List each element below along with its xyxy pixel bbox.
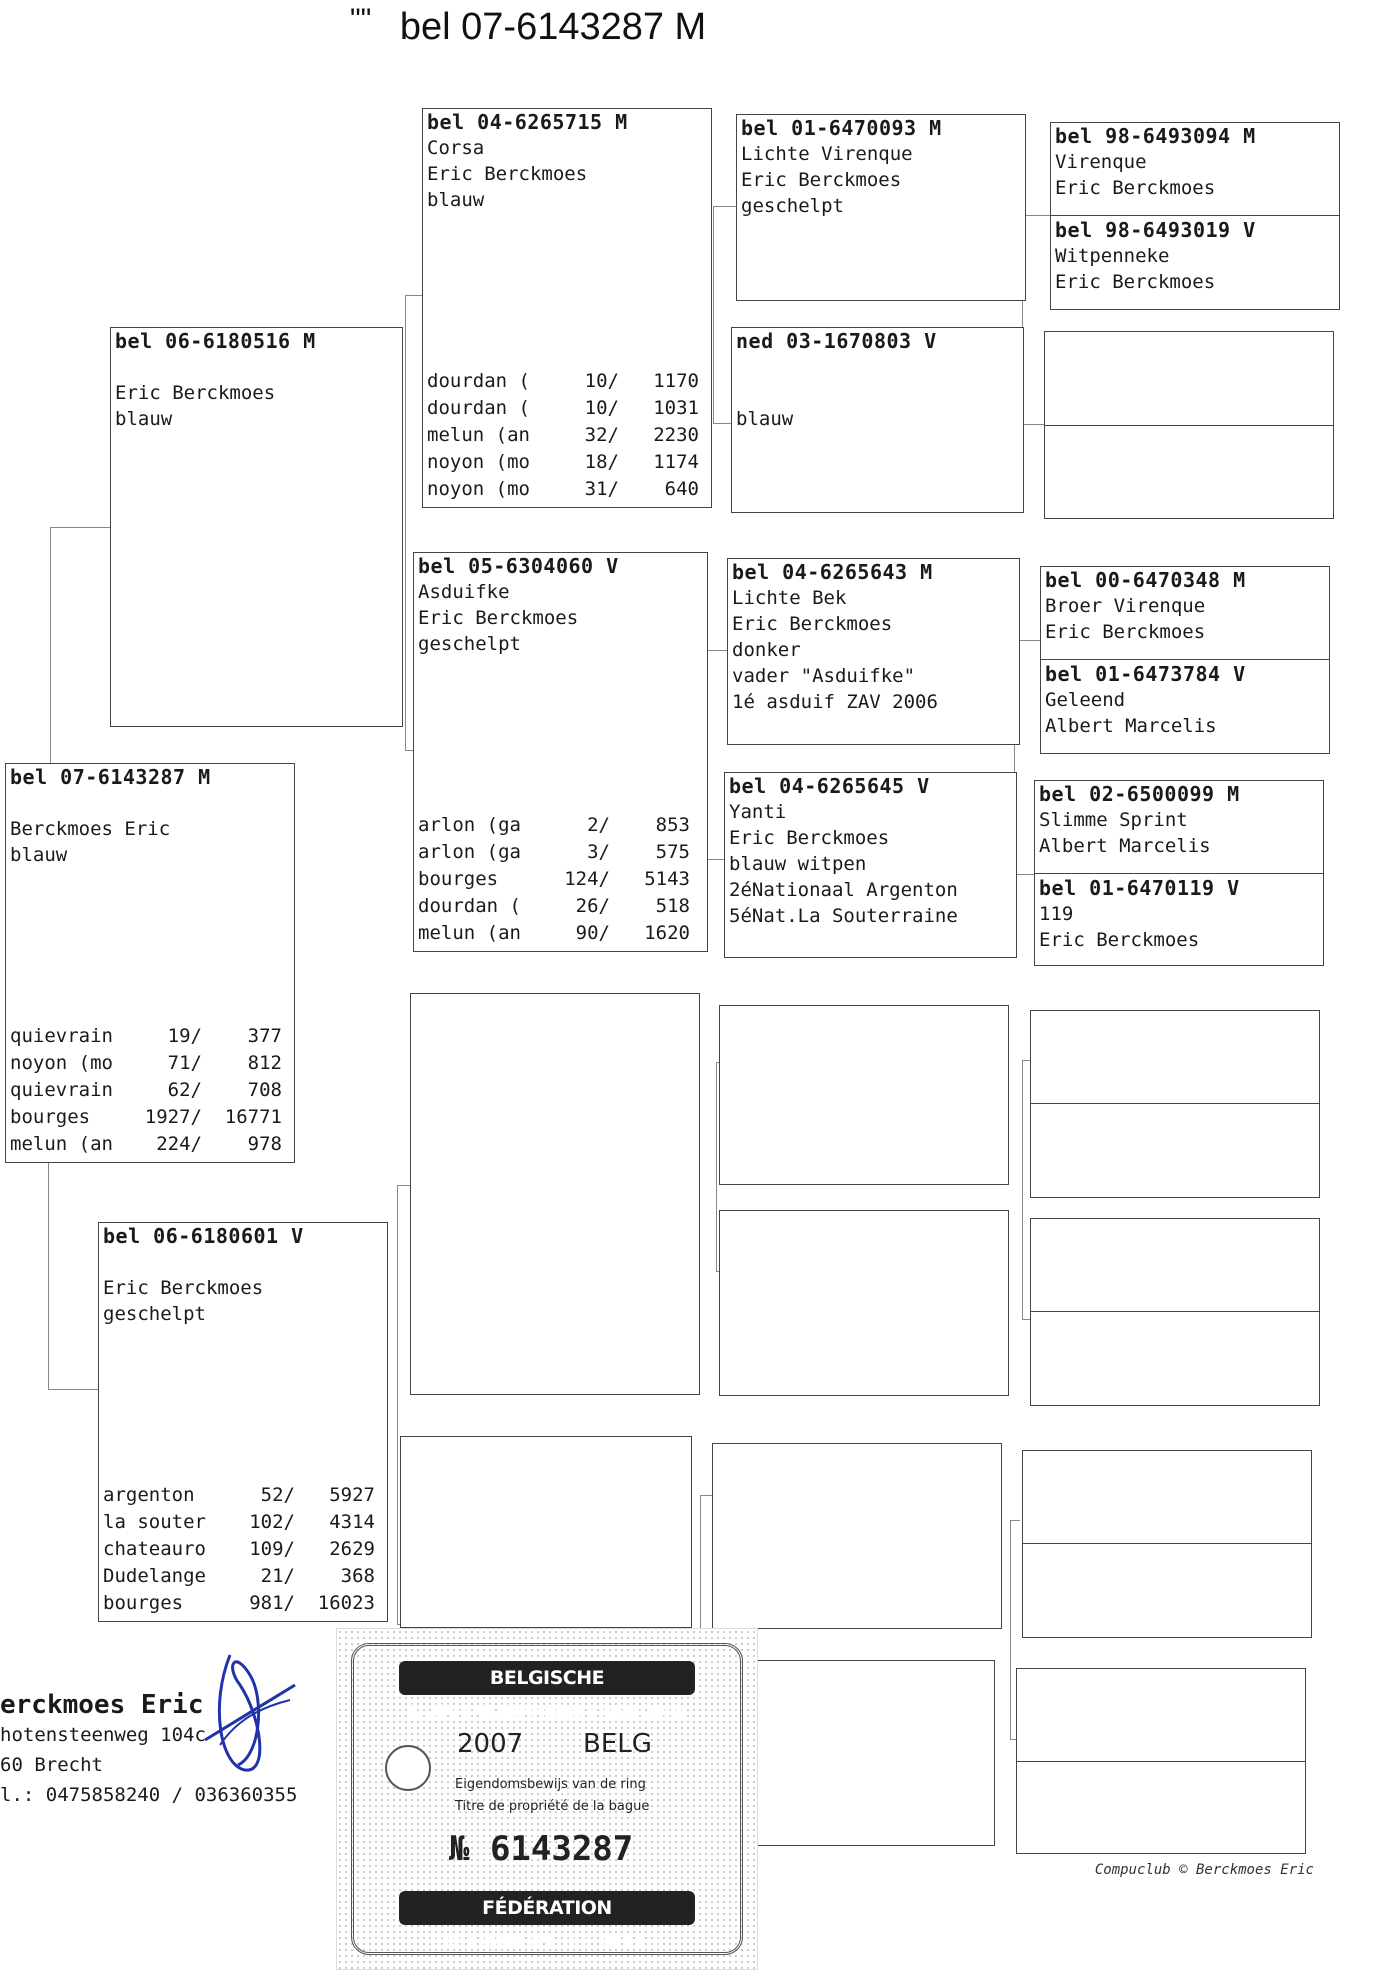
pedigree-box-gen5-pair <box>1040 566 1330 754</box>
breeder: Albert Marcelis <box>1045 715 1217 737</box>
race-name: dourdan ( <box>427 397 530 419</box>
race-position: 52/ <box>260 1484 295 1506</box>
race-name: quievrain <box>10 1025 113 1047</box>
race-name: noyon (mo <box>427 478 530 500</box>
race-position: 224/ <box>156 1133 202 1155</box>
certificate-caption-fr: Titre de propriété de la bague <box>455 1799 650 1814</box>
race-total: 377 <box>247 1025 282 1047</box>
race-name: quievrain <box>10 1079 113 1101</box>
race-name: la souter <box>103 1511 206 1533</box>
race-position: 19/ <box>167 1025 202 1047</box>
race-name: noyon (mo <box>427 451 530 473</box>
race-total: 2230 <box>653 424 699 446</box>
pigeon-name: Lichte Bek <box>732 587 847 609</box>
result-row <box>418 920 703 947</box>
ring-number: bel 98-6493019 V <box>1055 218 1256 242</box>
breeder: Eric Berckmoes <box>729 827 890 849</box>
owner-name: erckmoes Eric <box>0 1690 204 1720</box>
title-ring-number: bel 07-6143287 M <box>399 6 707 48</box>
ring-number: bel 05-6304060 V <box>418 554 619 578</box>
pigeon-name: Asduifke <box>418 581 510 603</box>
breeder: Eric Berckmoes <box>1045 621 1206 643</box>
pair-divider <box>1041 659 1329 660</box>
race-total: 978 <box>247 1133 282 1155</box>
breeder: Eric Berckmoes <box>741 169 902 191</box>
race-total: 1031 <box>653 397 699 419</box>
ring-number: bel 06-6180601 V <box>103 1224 304 1248</box>
ring-number: bel 00-6470348 M <box>1045 568 1246 592</box>
color: geschelpt <box>741 195 844 217</box>
pair-divider <box>1035 873 1323 874</box>
pigeon-name: Geleend <box>1045 689 1126 711</box>
result-row <box>103 1536 383 1563</box>
pedigree-box-sss <box>736 114 1026 301</box>
certificate-number: № 6143287 <box>449 1829 634 1869</box>
race-total: 640 <box>664 478 699 500</box>
footer-credit: Compuclub © Berckmoes Eric <box>1094 1862 1314 1878</box>
pedigree-box-gen5-empty <box>1030 1010 1320 1198</box>
color: blauw <box>115 408 173 430</box>
pair-divider <box>1031 1103 1319 1104</box>
race-name: bourges <box>10 1106 91 1128</box>
breeder: Albert Marcelis <box>1039 835 1211 857</box>
pigeon-name: Witpenneke <box>1055 245 1170 267</box>
pair-divider <box>1045 425 1333 426</box>
pedigree-box-sds <box>727 558 1020 745</box>
pair-divider <box>1017 1761 1305 1762</box>
breeder: Eric Berckmoes <box>115 382 276 404</box>
pedigree-box-ssd <box>731 327 1024 513</box>
result-row <box>427 368 707 395</box>
race-total: 518 <box>655 895 690 917</box>
pigeon-name <box>115 354 398 380</box>
pedigree-box-dam-dam <box>400 1436 692 1628</box>
result-row <box>10 1104 290 1131</box>
breeder: Eric Berckmoes <box>418 607 579 629</box>
ring-number: bel 01-6470093 M <box>741 116 942 140</box>
pedigree-box-sire <box>110 327 403 727</box>
result-row <box>103 1590 383 1617</box>
race-results <box>103 1482 383 1617</box>
ring-number: bel 04-6265715 M <box>427 110 628 134</box>
certificate-bottom-banner: FÉDÉRATION COLOMBOPHILE BELGE <box>399 1891 695 1925</box>
result-row <box>427 422 707 449</box>
race-total: 853 <box>655 814 690 836</box>
pigeon-name <box>736 354 1019 380</box>
breeder: Berckmoes Eric <box>10 818 171 840</box>
color: blauw <box>736 408 794 430</box>
race-position: 1927/ <box>144 1106 202 1128</box>
race-name: chateauro <box>103 1538 206 1560</box>
race-name: melun (an <box>418 922 521 944</box>
breeder: Eric Berckmoes <box>427 163 588 185</box>
result-row <box>10 1077 290 1104</box>
remark: 1é asduif ZAV 2006 <box>732 691 938 713</box>
owner-city: 60 Brecht <box>0 1754 103 1776</box>
pigeon-name <box>10 790 290 816</box>
connector-subject-sire <box>50 527 112 767</box>
certificate-caption-nl: Eigendomsbewijs van de ring <box>455 1777 646 1792</box>
document-title <box>350 3 707 49</box>
pedigree-box-gen5-empty <box>1044 331 1334 519</box>
race-total: 5927 <box>329 1484 375 1506</box>
owner-street: hotensteenweg 104c <box>0 1724 206 1746</box>
breeder: Eric Berckmoes <box>1039 929 1200 951</box>
pedigree-box-empty <box>719 1210 1009 1396</box>
color: geschelpt <box>418 633 521 655</box>
color: blauw <box>10 844 68 866</box>
race-position: 124/ <box>564 868 610 890</box>
race-position: 32/ <box>584 424 619 446</box>
pedigree-box-subject <box>5 763 295 1163</box>
punch-hole <box>385 1745 431 1791</box>
race-name: bourges <box>103 1592 184 1614</box>
race-position: 10/ <box>584 370 619 392</box>
pigeon-name: Slimme Sprint <box>1039 809 1188 831</box>
race-position: 981/ <box>249 1592 295 1614</box>
owner-phone: l.: 0475858240 / 036360355 <box>0 1784 298 1806</box>
breeder: Eric Berckmoes <box>103 1277 264 1299</box>
race-name: noyon (mo <box>10 1052 113 1074</box>
ring-number: bel 98-6493094 M <box>1055 124 1256 148</box>
race-total: 1174 <box>653 451 699 473</box>
ring-ownership-certificate <box>336 1628 758 1970</box>
pedigree-box-sire-dam <box>413 552 708 952</box>
color: geschelpt <box>103 1303 206 1325</box>
connector-subject-dam <box>48 1160 100 1390</box>
pedigree-box-gen5-pair <box>1050 122 1340 310</box>
certificate-year: 2007 <box>457 1729 524 1759</box>
race-total: 1620 <box>644 922 690 944</box>
breeder: Eric Berckmoes <box>732 613 893 635</box>
race-position: 90/ <box>575 922 610 944</box>
breeder: Eric Berckmoes <box>1055 271 1216 293</box>
pedigree-box-dam <box>98 1222 388 1622</box>
pigeon-name: Virenque <box>1055 151 1147 173</box>
pair-divider <box>1051 215 1339 216</box>
remark: 2éNationaal Argenton <box>729 879 958 901</box>
result-row <box>418 866 703 893</box>
title-quotes: "" <box>350 3 372 36</box>
pigeon-name: Lichte Virenque <box>741 143 913 165</box>
signature-graphic <box>200 1645 310 1785</box>
race-position: 26/ <box>575 895 610 917</box>
race-total: 708 <box>247 1079 282 1101</box>
remark: vader "Asduifke" <box>732 665 916 687</box>
ring-number: bel 01-6470119 V <box>1039 876 1240 900</box>
ring-number: bel 01-6473784 V <box>1045 662 1246 686</box>
certificate-country: BELG <box>583 1729 652 1759</box>
pair-divider <box>1031 1311 1319 1312</box>
ring-number: bel 04-6265643 M <box>732 560 933 584</box>
race-position: 3/ <box>587 841 610 863</box>
pair-divider <box>1023 1543 1311 1544</box>
pedigree-box-sdd <box>724 772 1017 958</box>
color: blauw <box>427 189 485 211</box>
result-row <box>418 839 703 866</box>
race-name: dourdan ( <box>418 895 521 917</box>
race-position: 21/ <box>260 1565 295 1587</box>
race-position: 102/ <box>249 1511 295 1533</box>
result-row <box>103 1509 383 1536</box>
pedigree-box-gen5-pair <box>1034 780 1324 966</box>
race-position: 31/ <box>584 478 619 500</box>
race-total: 16023 <box>317 1592 375 1614</box>
pedigree-box-gen5-empty <box>1022 1450 1312 1638</box>
race-name: arlon (ga <box>418 841 521 863</box>
pedigree-box-gen5-empty <box>1016 1668 1306 1854</box>
pedigree-box-dam-sire <box>410 993 700 1395</box>
race-position: 71/ <box>167 1052 202 1074</box>
result-row <box>10 1131 290 1158</box>
ring-number: bel 06-6180516 M <box>115 329 316 353</box>
pigeon-name: Broer Virenque <box>1045 595 1206 617</box>
pigeon-name: Yanti <box>729 801 787 823</box>
race-name: Dudelange <box>103 1565 206 1587</box>
race-total: 16771 <box>224 1106 282 1128</box>
breeder: Eric Berckmoes <box>1055 177 1216 199</box>
race-total: 368 <box>340 1565 375 1587</box>
ring-number: bel 07-6143287 M <box>10 765 211 789</box>
race-results <box>427 368 707 503</box>
certificate-top-banner: BELGISCHE DUIVENLIEFHEBBERSBOND <box>399 1661 695 1695</box>
breeder <box>736 380 1019 406</box>
race-name: dourdan ( <box>427 370 530 392</box>
race-position: 10/ <box>584 397 619 419</box>
result-row <box>10 1050 290 1077</box>
race-position: 109/ <box>249 1538 295 1560</box>
race-total: 4314 <box>329 1511 375 1533</box>
race-name: melun (an <box>427 424 530 446</box>
result-row <box>427 395 707 422</box>
race-name: bourges <box>418 868 499 890</box>
race-name: melun (an <box>10 1133 113 1155</box>
result-row <box>10 1023 290 1050</box>
race-results <box>10 1023 290 1158</box>
result-row <box>103 1482 383 1509</box>
race-total: 2629 <box>329 1538 375 1560</box>
pedigree-box-sire-sire <box>422 108 712 508</box>
result-row <box>418 893 703 920</box>
remark: 5éNat.La Souterraine <box>729 905 958 927</box>
result-row <box>427 449 707 476</box>
ring-number: bel 04-6265645 V <box>729 774 930 798</box>
race-name: arlon (ga <box>418 814 521 836</box>
ring-number: ned 03-1670803 V <box>736 329 937 353</box>
race-results <box>418 812 703 947</box>
ring-number: bel 02-6500099 M <box>1039 782 1240 806</box>
race-name: argenton <box>103 1484 195 1506</box>
pedigree-box-gen5-empty <box>1030 1218 1320 1406</box>
color: blauw witpen <box>729 853 867 875</box>
pigeon-name <box>103 1249 383 1275</box>
race-total: 5143 <box>644 868 690 890</box>
pigeon-name: 119 <box>1039 903 1074 925</box>
pigeon-name: Corsa <box>427 137 485 159</box>
pedigree-box-empty <box>719 1005 1009 1185</box>
race-position: 18/ <box>584 451 619 473</box>
race-total: 575 <box>655 841 690 863</box>
result-row <box>418 812 703 839</box>
result-row <box>427 476 707 503</box>
color: donker <box>732 639 801 661</box>
race-position: 2/ <box>587 814 610 836</box>
race-total: 1170 <box>653 370 699 392</box>
pedigree-box-empty <box>712 1443 1002 1629</box>
result-row <box>103 1563 383 1590</box>
race-position: 62/ <box>167 1079 202 1101</box>
race-total: 812 <box>247 1052 282 1074</box>
